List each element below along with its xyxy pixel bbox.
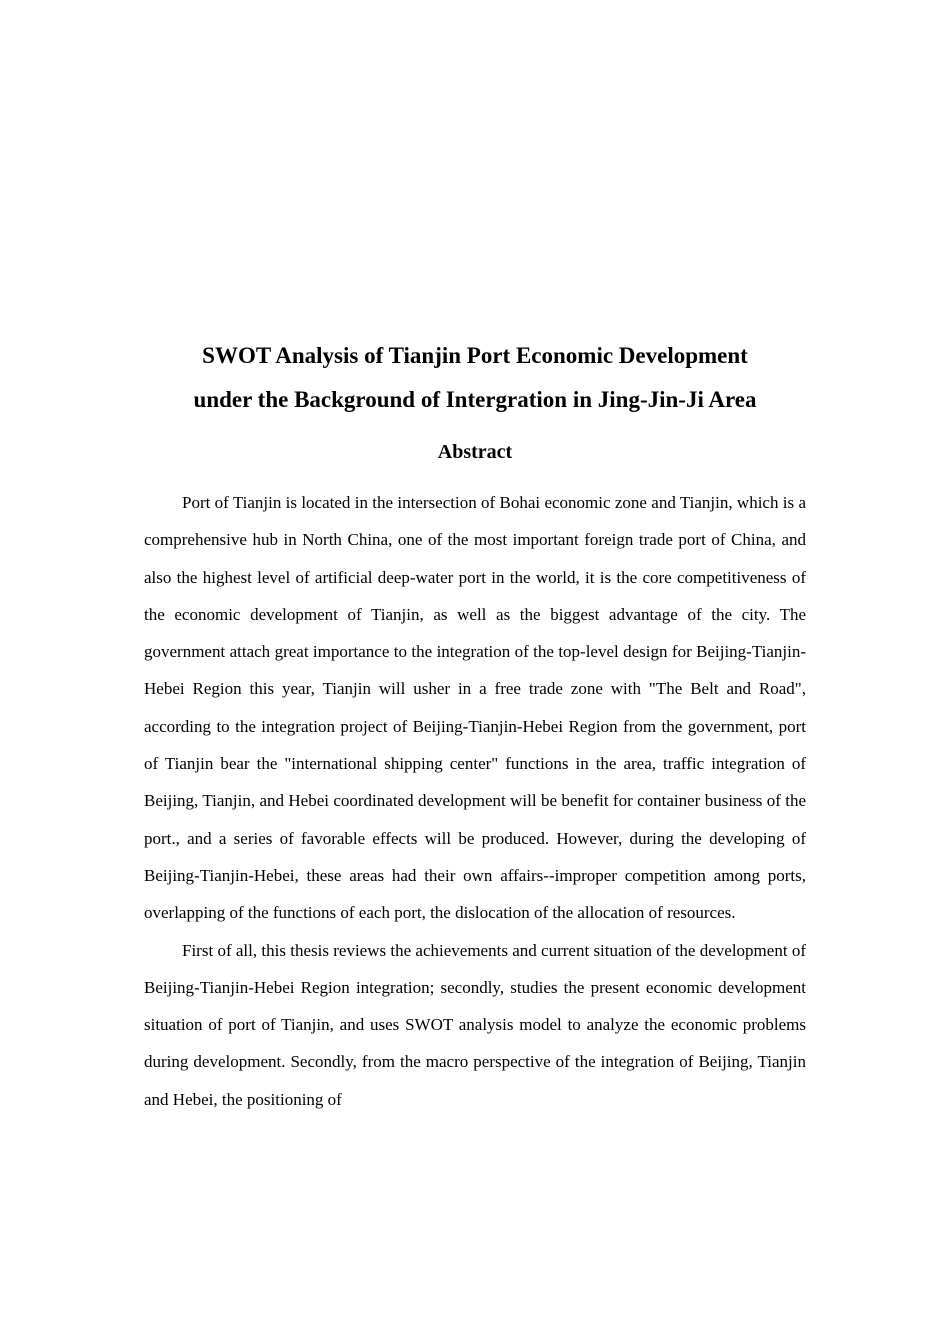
paper-title-line-2: under the Background of Intergration in Jing-Jin-Ji Area [193,387,757,412]
abstract-paragraph-2: First of all, this thesis reviews the achievements and current situation of the development of Beijing-Tianjin-Hebei Region integration; secondly, studies the present economic development situation of port of Tianjin, and uses SWOT analysis model to analyze the economic problems during development. Secondly, from the macro perspective of the integration of Beijing, Tianjin and Hebei, the positioning of [144,940,806,1109]
abstract-paragraph-1: Port of Tianjin is located in the intersection of Bohai economic zone and Tianjin, which is a comprehensive hub in North China, one of the most important foreign trade port of China, and also the highest level of artificial deep-water port in the world, it is the core competitiveness of the economic development of Tianjin, as well as the biggest advantage of the city. The government attach great importance to the integration of the top-level design for Beijing-Tianjin-Hebei Region this year, Tianjin will usher in a free trade zone with "The Belt and Road", according to the integration project of Beijing-Tianjin-Hebei Region from the government, port of Tianjin bear the "international shipping center" functions in the area, traffic integration of Beijing, Tianjin, and Hebei coordinated development will be benefit for container business of the port., and a series of favorable effects will be produced. However, during the developing of Beijing-Tianjin-Hebei, these areas had their own affairs--improper competition among ports, overlapping of the functions of each port, the dislocation of the allocation of resources. [144,493,806,923]
abstract-heading: Abstract [437,441,513,463]
abstract-body [144,484,806,1118]
paper-title [144,334,806,422]
paper-title-line-1: SWOT Analysis of Tianjin Port Economic Development [202,343,748,368]
